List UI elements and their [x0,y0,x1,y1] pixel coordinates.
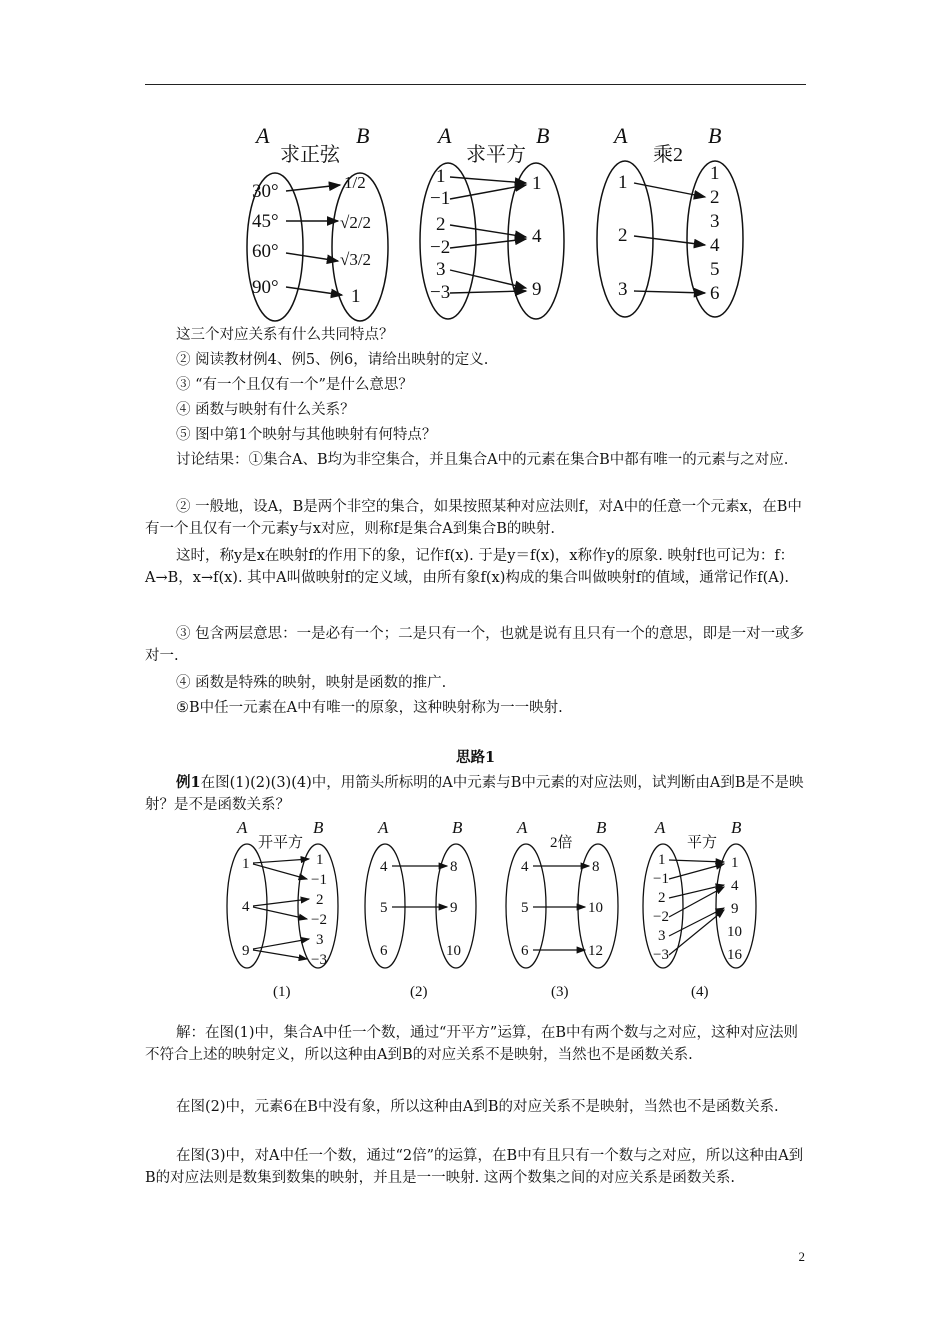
mapping-arrow [286,287,342,295]
mapping-arrow [286,253,338,261]
operation-label: 求平方 [466,144,526,166]
example-text: 在图(1)(2)(3)(4)中，用箭头所标明的A中元素与B中元素的对应法则，试判断由A到B是不是映射？是不是函数关系？ [145,775,804,813]
solution-paragraph-3: 在图(3)中，对A中任一个数，通过“2倍”的运算，在B中有且只有一个数与之对应，所以这种由A到B的对应法则是数集到数集的映射，并且是一一映射. 这两个数集之间的对应关系是函数关系. [145,1148,804,1186]
element-a: 1 [242,856,250,872]
element-b: 12 [588,943,603,959]
element-b: 1 [316,852,324,868]
element-a: 2 [658,890,666,906]
set-b-label: B [731,818,742,837]
question-1: 这三个对应关系有什么共同特点？ [176,327,394,343]
header-rule [145,84,806,85]
element-a: 2 [618,225,628,246]
set-a-label: A [517,818,528,837]
element-a: 90° [252,277,279,298]
element-a: 60° [252,241,279,262]
element-a: −3 [430,282,451,303]
element-a: 1 [436,166,446,187]
set-a-label: A [237,818,248,837]
set-b-label: B [536,123,550,148]
figure-caption: (4) [691,984,709,1000]
figure-caption: (1) [273,984,291,1000]
square-mapping-diagram [420,123,564,319]
element-a: 2 [436,214,446,235]
element-a: 4 [380,859,388,875]
element-b: 10 [727,924,742,940]
element-b: 16 [727,947,742,963]
discussion-paragraph-3: 这时，称y是x在映射f的作用下的象，记作f(x). 于是y＝f(x)，x称作y的原象. 映射f也可记为：f：A→B，x→f(x). 其中A叫做映射f的定义域，由所有象f(x)构成的集合叫做映射f的值域，通常记作f(A). [145,548,795,586]
element-b: 3 [316,932,324,948]
mapping-arrow [253,907,307,919]
operation-label: 乘2 [653,144,683,166]
element-a: 4 [521,859,529,875]
element-a: 30° [252,181,279,202]
element-b: −2 [311,912,327,928]
set-b-label: B [708,123,722,148]
set-a-label: A [655,818,666,837]
double-mapping-diagram [597,123,743,317]
figure-caption: (3) [551,984,569,1000]
element-a: 1 [618,172,628,193]
mapping-arrow [669,864,724,879]
element-b: −3 [311,952,327,968]
mapping-arrow [253,950,307,959]
question-4: ④ 函数与映射有什么关系？ [176,402,355,418]
sine-mapping-diagram [247,123,388,321]
element-b: √3/2 [340,250,372,269]
figure-caption: (2) [410,984,428,1000]
mapping-arrow [286,185,340,191]
set-a-label: A [256,123,270,148]
element-b: 4 [532,226,542,247]
element-a: 1 [658,852,666,868]
operation-label: 求正弦 [280,144,340,166]
discussion-paragraph-2: ② 一般地，设A，B是两个非空的集合，如果按照某种对应法则f，对A中的任意一个元素x，在B中有一个且仅有一个元素y与x对应，则称f是集合A到集合B的映射. [145,499,802,537]
element-b: 9 [731,901,739,917]
element-b: −1 [311,872,327,888]
squaring-mapping-diagram [643,818,756,1000]
question-3: ③ “有一个且仅有一个”是什么意思？ [176,377,413,393]
operation-label: 开平方 [258,835,304,851]
example-label: 例1 [176,774,201,791]
operation-label: 2倍 [550,835,573,851]
element-a: 6 [380,943,388,959]
solution-paragraph-1: 解：在图(1)中，集合A中任一个数，通过“开平方”运算，在B中有两个数与之对应，这种对应法则不符合上述的映射定义，所以这种由A到B的对应关系不是映射，当然也不是函数关系. [145,1025,798,1063]
set-b-label: B [356,123,370,148]
element-b: 5 [710,259,720,280]
discussion-paragraph-1: 讨论结果：①集合A、B均为非空集合，并且集合A中的元素在集合B中都有唯一的元素与之对应. [176,452,789,468]
element-b: 10 [588,900,603,916]
element-b: 1 [351,286,361,307]
element-b: 6 [710,283,720,304]
mapping-figure-1 [230,115,770,325]
element-b: 1/2 [344,173,366,192]
set-b-label: B [452,818,463,837]
element-b: 2 [316,892,324,908]
plain-mapping-diagram [365,818,476,1000]
discussion-paragraph-5: ④ 函数是特殊的映射，映射是函数的推广. [176,675,447,691]
element-a: −1 [430,188,451,209]
element-a: 3 [618,279,628,300]
mapping-arrow [450,177,526,183]
element-a: 3 [436,259,446,280]
element-b: 9 [532,279,542,300]
element-a: −2 [430,237,451,258]
operation-label: 平方 [687,835,718,851]
mapping-arrow [253,939,309,949]
section-title: 思路1 [455,749,496,766]
solution-paragraph-2: 在图(2)中，元素6在B中没有象，所以这种由A到B的对应关系不是映射，当然也不是函数关系. [176,1099,779,1115]
element-a: 4 [242,899,250,915]
mapping-arrow [450,239,526,248]
mapping-arrow [253,864,307,879]
element-a: 3 [658,928,666,944]
example-1 [145,772,806,816]
mapping-arrow [450,225,526,237]
element-b: 8 [592,859,600,875]
element-b: 2 [710,187,720,208]
set-a-label: A [614,123,628,148]
element-b: √2/2 [340,213,372,232]
element-a: −3 [653,947,669,963]
element-a: 45° [252,211,279,232]
page-number: 2 [798,1249,805,1264]
mapping-arrow [253,899,309,906]
set-b-label: B [596,818,607,837]
doubling-mapping-diagram [506,818,618,1000]
question-5: ⑤ 图中第1个映射与其他映射有何特点？ [176,427,437,443]
element-b: 8 [450,859,458,875]
mapping-arrow [450,270,526,288]
discussion-paragraph-6: ⑤B中任一元素在A中有唯一的原象，这种映射称为一一映射. [176,700,563,716]
mapping-arrow [669,910,724,955]
element-b: 4 [710,235,720,256]
element-b: 1 [731,855,739,871]
element-a: 9 [242,943,250,959]
element-b: 9 [450,900,458,916]
element-a: 5 [380,900,388,916]
mapping-figure-2 [225,816,765,1006]
element-b: 1 [710,163,720,184]
set-a-label: A [378,818,389,837]
set-b-label: B [313,818,324,837]
element-a: −2 [653,909,669,925]
element-b: 3 [710,211,720,232]
element-b: 1 [532,173,542,194]
element-a: 5 [521,900,529,916]
element-b: 4 [731,878,739,894]
element-a: 6 [521,943,529,959]
sqrt-mapping-diagram [227,818,338,1000]
question-2: ② 阅读教材例4、例5、例6，请给出映射的定义. [176,352,489,368]
element-b: 10 [446,943,461,959]
element-a: −1 [653,871,669,887]
mapping-arrow [634,236,705,245]
discussion-paragraph-4: ③ 包含两层意思：一是必有一个；二是只有一个，也就是说有且只有一个的意思，即是一对一或多对一. [145,626,805,664]
set-a-label: A [438,123,452,148]
